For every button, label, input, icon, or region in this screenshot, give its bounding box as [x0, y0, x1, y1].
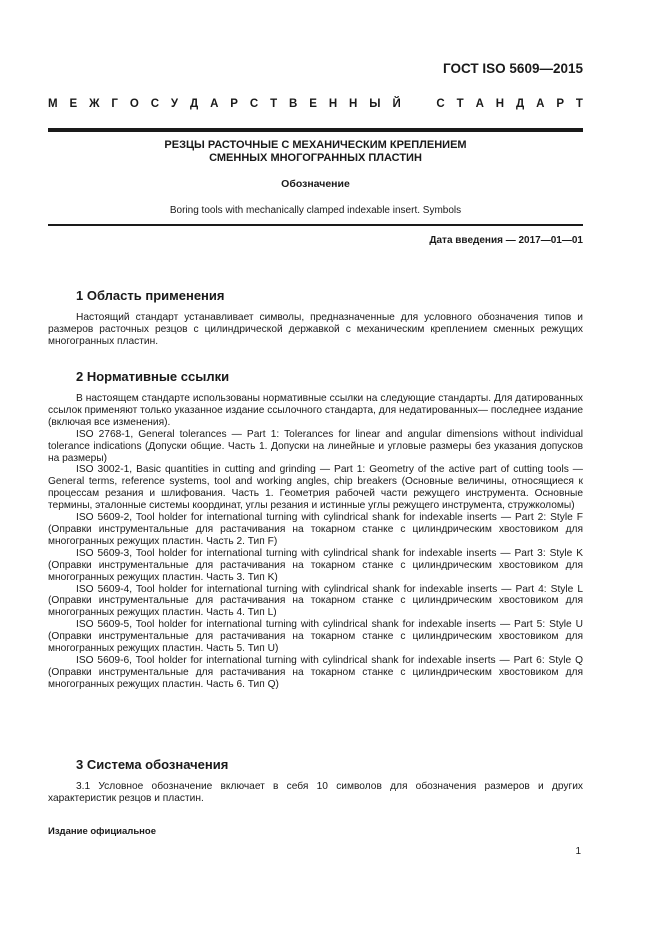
document-title — [48, 139, 583, 165]
section-heading: 1 Область применения — [76, 288, 225, 303]
title-line-2: СМЕННЫХ МНОГОГРАННЫХ ПЛАСТИН — [209, 152, 422, 164]
page-number: 1 — [575, 846, 581, 857]
interstate-letter: О — [129, 98, 139, 110]
interstate-letter: А — [475, 98, 484, 110]
interstate-letter: Е — [309, 98, 317, 110]
document-code: ГОСТ ISO 5609—2015 — [443, 61, 583, 76]
interstate-letter: А — [210, 98, 219, 110]
designation-subtitle: Обозначение — [281, 178, 350, 190]
interstate-letter: А — [536, 98, 545, 110]
reference-item: ISO 5609-4, Tool holder for international turning with cylindrical shank for indexable inserts — Part 4: Style L (Оправки инструментальные для растачивания на токарном станке с цилиндрическим хвостовиком для многогранных режущих пластин. Часть 4. Тип L) — [48, 583, 583, 619]
interstate-letter: Н — [349, 98, 358, 110]
title-line-1: РЕЗЦЫ РАСТОЧНЫЕ С МЕХАНИЧЕСКИМ КРЕПЛЕНИЕМ — [164, 139, 467, 151]
section-designation-system — [48, 757, 583, 805]
paragraph: В настоящем стандарте использованы нормативные ссылки на следующие стандарты. Для датированных ссылок применяют только указанное издание ссылочного стандарта, для недатированных— последнее издание (включая все изменения). — [48, 393, 583, 428]
introduction-date: Дата введения — 2017—01—01 — [429, 235, 583, 246]
english-title: Boring tools with mechanically clamped indexable insert. Symbols — [169, 205, 462, 216]
paragraph: 3.1 Условное обозначение включает в себя 10 символов для обозначения размеров и других характеристик резцов и пластин. — [48, 781, 583, 804]
interstate-letter: Е — [69, 98, 78, 110]
interstate-letter: Д — [516, 98, 525, 110]
section-scope — [48, 288, 583, 348]
interstate-letter: С — [436, 98, 445, 110]
section-heading: 3 Система обозначения — [76, 757, 229, 772]
interstate-letter: Д — [189, 98, 199, 110]
interstate-letter: Т — [456, 98, 464, 110]
interstate-letter: В — [289, 98, 298, 110]
reference-item: ISO 5609-6, Tool holder for international turning with cylindrical shank for indexable inserts — Part 6: Style Q (Оправки инструментальные для растачивания на токарном станке с цилиндрическим хвостовиком для многогранных режущих пластин. Часть 6. Тип Q) — [48, 654, 583, 690]
interstate-letter: Р — [556, 98, 565, 110]
interstate-letter: У — [170, 98, 179, 110]
interstate-letter: Ы — [369, 98, 381, 110]
reference-item: ISO 2768-1, General tolerances — Part 1: Tolerances for linear and angular dimensions without individual tolerance indications (Допуски общие. Часть 1. Допуски на линейные и угловые размеры без указания допусков на размеры) — [48, 428, 583, 464]
interstate-letter: М — [48, 98, 58, 110]
reference-item: ISO 5609-3, Tool holder for international turning with cylindrical shank for indexable inserts — Part 3: Style K (Оправки инструментальные для растачивания на токарном станке с цилиндрическим хвостовиком для многогранных режущих пластин. Часть 3. Тип K) — [48, 547, 583, 583]
interstate-letter: Т — [575, 98, 583, 110]
interstate-letter: Р — [230, 98, 238, 110]
interstate-letter: Ж — [89, 98, 100, 110]
section-heading: 2 Нормативные ссылки — [76, 369, 230, 384]
reference-item: ISO 5609-5, Tool holder for international turning with cylindrical shank for indexable inserts — Part 5: Style U (Оправки инструментальные для растачивания на токарном станке с цилиндрическим хвостовиком для многогранных режущих пластин. Часть 5. Тип U) — [48, 619, 583, 655]
interstate-letter: Й — [392, 98, 401, 110]
reference-item: ISO 3002-1, Basic quantities in cutting and grinding — Part 1: Geometry of the active part of cutting tools — General terms, reference systems, tool and working angles, chip breakers (Основные величины, относящиеся к процессам резания и шлифования. Часть 1. Геометрия рабочей части режущего инструмента. Основные термины, эталонные системы координат, углы резания и истинные углы режущего инструмента, стружколомы) — [48, 464, 583, 512]
section-normative-references — [48, 369, 583, 691]
interstate-letter: Н — [495, 98, 505, 110]
interstate-letter: Н — [328, 98, 338, 110]
official-edition-label: Издание официальное — [48, 826, 156, 837]
interstate-letter: С — [150, 98, 159, 110]
interstate-letter: С — [249, 98, 259, 110]
interstate-letter: Г — [111, 98, 118, 110]
header-divider-bottom — [48, 224, 583, 226]
header-divider-top — [48, 128, 583, 132]
interstate-standard-label — [48, 98, 583, 110]
paragraph: Настоящий стандарт устанавливает символы, предназначенные для условного обозначения типов и размеров расточных резцов с цилиндрической державкой с механическим креплением сменных режущих многогранных пластин. — [48, 312, 583, 347]
interstate-letter: Т — [270, 98, 278, 110]
reference-item: ISO 5609-2, Tool holder for international turning with cylindrical shank for indexable inserts — Part 2: Style F (Оправки инструментальные для растачивания на токарном станке с цилиндрическим хвостовиком для многогранных режущих пластин. Часть 2. Тип F) — [48, 512, 583, 547]
